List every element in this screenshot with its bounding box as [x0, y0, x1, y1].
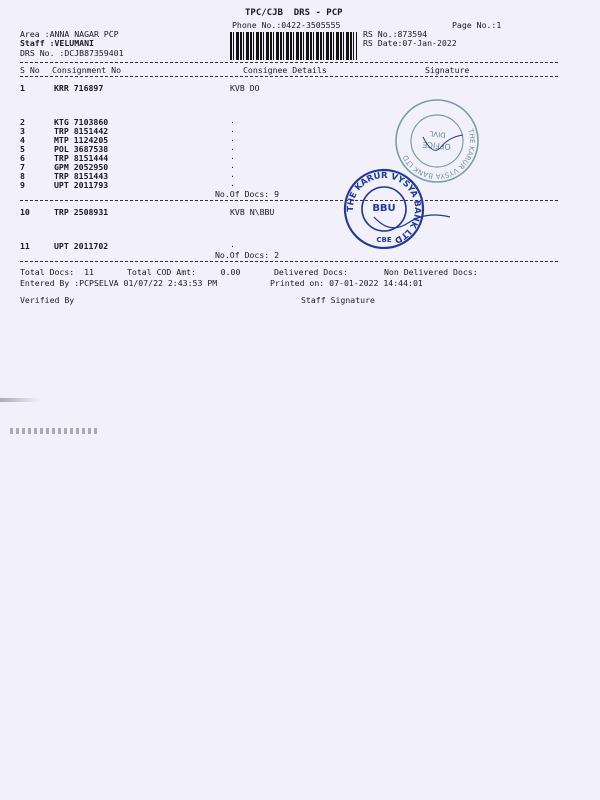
row-sno: 7 — [20, 162, 25, 172]
row-consignment: KRR 716897 — [54, 83, 104, 93]
row-sno: 9 — [20, 180, 25, 190]
row-consignment: TRP 8151443 — [54, 171, 109, 181]
divider — [20, 62, 558, 63]
row-consignment: TRP 8151444 — [54, 153, 109, 163]
row-consignment: TRP 2508931 — [54, 207, 109, 217]
row-consignment: GPM 2052950 — [54, 162, 109, 172]
row-sno: 8 — [20, 171, 25, 181]
verified-by: Verified By — [20, 295, 75, 305]
bank-seal-ring-text: THE KARUR VYSYA BANK LTD — [345, 170, 423, 245]
divider — [20, 76, 558, 77]
bank-seal-center: BBU — [372, 203, 396, 214]
page-number: Page No.:1 — [452, 20, 502, 30]
row-sno: 5 — [20, 144, 25, 154]
row-consignment: KTG 7103860 — [54, 117, 109, 127]
row-dot: . — [230, 151, 235, 161]
drs-number: DRS No. :DCJB87359401 — [20, 48, 124, 58]
office-seal-center: OFFICE — [422, 139, 452, 152]
row-sno: 4 — [20, 135, 25, 145]
row-dot: . — [230, 124, 235, 134]
staff-label: Staff :VELUMANI — [20, 38, 94, 48]
row-dot: . — [230, 115, 235, 125]
row-dot: . — [230, 160, 235, 170]
row-sno: 3 — [20, 126, 25, 136]
row-dot: . — [230, 169, 235, 179]
divider — [20, 200, 558, 201]
row-sno: 11 — [20, 241, 30, 251]
row-consignment: UPT 2011793 — [54, 180, 109, 190]
row-sno: 6 — [20, 153, 25, 163]
row-dot: . — [230, 178, 235, 188]
col-sno-header: S No — [20, 65, 40, 75]
row-consignment: MTP 1124205 — [54, 135, 109, 145]
group-doc-count: No.Of Docs: 9 — [215, 189, 280, 199]
row-sno: 2 — [20, 117, 25, 127]
group-doc-count: No.Of Docs: 2 — [215, 250, 280, 260]
barcode — [230, 32, 357, 60]
rs-number: RS No.:873594 — [363, 29, 428, 39]
staff-signature: Staff Signature — [301, 295, 375, 305]
row-consignment: UPT 2011702 — [54, 241, 109, 251]
row-sno: 1 — [20, 83, 25, 93]
row-consignee: KVB DO — [230, 83, 260, 93]
row-consignment: POL 3687538 — [54, 144, 109, 154]
row-dot: . — [230, 142, 235, 152]
scan-artifact — [0, 398, 40, 402]
divider — [20, 261, 558, 262]
col-signature-header: Signature — [425, 65, 470, 75]
col-consignment-header: Consignment No — [52, 65, 122, 75]
total-cod: Total COD Amt: 0.00 — [127, 267, 241, 277]
row-consignment: TRP 8151442 — [54, 126, 109, 136]
office-seal-sub: DIVL — [429, 129, 447, 139]
report-title: TPC/CJB DRS - PCP — [245, 8, 343, 18]
row-dot: . — [230, 239, 235, 249]
office-seal-ring-text: THE KARUR VYSYA BANK LTD — [401, 127, 477, 181]
row-sno: 10 — [20, 207, 30, 217]
non-delivered-docs: Non Delivered Docs: — [384, 267, 478, 277]
delivered-docs: Delivered Docs: — [274, 267, 348, 277]
row-consignee: KVB N\BBU — [230, 207, 275, 217]
entered-by: Entered By :PCPSELVA 01/07/22 2:43:53 PM — [20, 278, 218, 288]
row-dot: . — [230, 133, 235, 143]
printed-on: Printed on: 07-01-2022 14:44:01 — [270, 278, 423, 288]
area-label: Area :ANNA NAGAR PCP — [20, 29, 119, 39]
bank-seal-stamp — [340, 165, 452, 249]
col-consignee-header: Consignee Details — [243, 65, 327, 75]
bank-seal-bottom: CBE — [376, 236, 392, 244]
total-docs: Total Docs: 11 — [20, 267, 94, 277]
phone-number: Phone No.:0422-3505555 — [232, 20, 341, 30]
rs-date: RS Date:07-Jan-2022 — [363, 38, 457, 48]
scan-artifact — [10, 428, 100, 434]
